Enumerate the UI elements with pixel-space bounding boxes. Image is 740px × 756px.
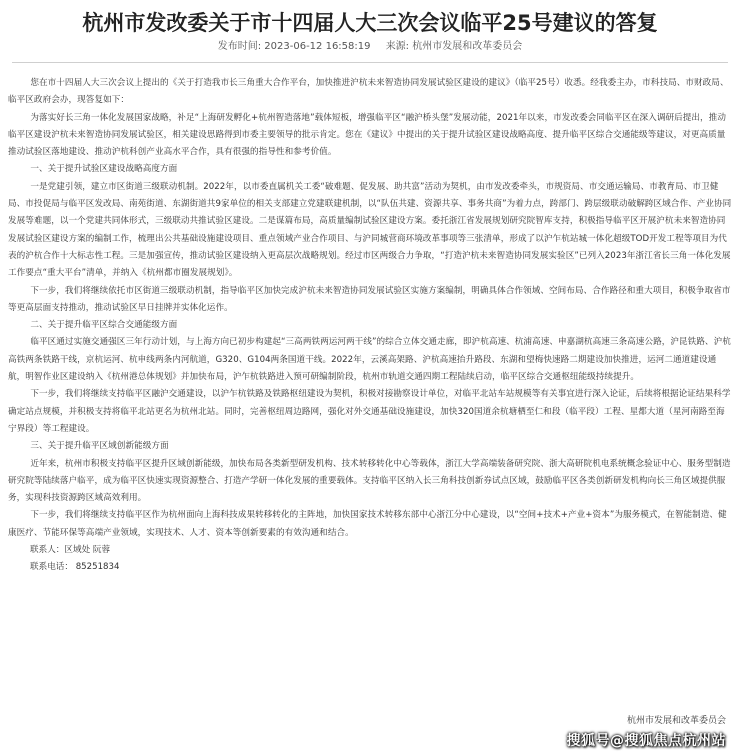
paragraph: 近年来，杭州市积极支持临平区提升区域创新能级，加快布局各类新型研发机构、技术转移转化中心等载体，浙江大学高端装备研究院、浙大高研院机电系统概念验证中心、服务型制造研究院等陆续落户临平，成为临平区快速实现资源整合、打造产学研一体化发展的重要载体。支持临平区纳入长三角科技创新券试点区域，鼓励临平区各类创新研发机构向长三角区域提供服务，实现科技资源跨区域高效利用。 — [8, 458, 731, 504]
article-body — [8, 75, 732, 577]
section-heading: 一、关于提升试验区建设战略高度方面 — [30, 164, 178, 175]
publish-time: 发布时间: 2023-06-12 16:58:19 — [217, 41, 371, 52]
paragraph: 您在市十四届人大三次会议上提出的《关于打造我市长三角重大合作平台，加快推进沪杭未来智造协同发展试验区建设的建议》（临平25号）收悉。经我委主办，市科技局、市财政局、临平区政府会办，现答复如下： — [8, 78, 729, 106]
article-meta — [8, 40, 732, 54]
divider — [12, 62, 728, 63]
paragraph: 为落实好长三角一体化发展国家战略，补足“上海研发孵化+杭州智造落地”载体短板，增强临平区“融沪桥头堡”发展动能，2021年以来，市发改委会同临平区在深入调研后提出，推动临平区建设沪杭未来智造协同发展试验区，相关建设思路得到市委主要领导的批示肯定。您在《建议》中提出的关于提升试验区建设战略高度、提升临平区综合交通能级等建议，对更高质量推动试验区落地建设、推动沪杭科创产业高水平合作，具有很强的指导性和参考价值。 — [8, 112, 726, 158]
contact-person: 联系人：区域处 阮蓉 — [30, 545, 111, 556]
paragraph: 下一步，我们将继续支持临平区作为杭州面向上海科技成果转移转化的主阵地，加快国家技术转移东部中心浙江分中心建设，以“空间+技术+产业+资本”为服务模式，在智能制造、健康医疗、节能环保等高端产业领域，实现技术、人才、资本等创新要素的有效沟通和结合。 — [8, 510, 727, 538]
paragraph: 临平区通过实施交通强区三年行动计划，与上海方向已初步构建起“三高两铁两运河两干线”的综合立体交通走廊，即沪杭高速、杭浦高速、申嘉湖杭高速三条高速公路，沪昆铁路、沪杭高铁两条铁路干线，京杭运河、杭申线两条内河航道，G320、G104两条国道干线。2022年，云溪高架路、沪杭高速抬升路段、东湖和望梅快速路二期建设加快推进，运河二通道建设通航，明智作业区建设纳入《杭州港总体规划》并加快布局，沪乍杭铁路进入预可研编制阶段，杭州市轨道交通四期工程陆续启动，临平区综合交通枢纽能级持续提升。 — [8, 337, 731, 383]
page-title: 杭州市发改委关于市十四届人大三次会议临平25号建议的答复 — [82, 11, 658, 35]
paragraph: 下一步，我们将继续依托市区街道三级联动机制，指导临平区加快完成沪杭未来智造协同发展试验区实施方案编制，明确具体合作领域、空间布局、合作路径和重大项目，积极争取省市等更高层面支持推动，推动试验区早日挂牌并实体化运作。 — [8, 285, 731, 313]
contact-phone: 联系电话： 85251834 — [30, 562, 120, 573]
source: 来源: 杭州市发展和改革委员会 — [385, 41, 523, 52]
paragraph: 一是党建引领，建立市区街道三级联动机制。2022年，以市委直属机关工委“破难题、促发展、助共富”活动为契机，由市发改委牵头，市规资局、市交通运输局、市教育局、市卫健局、市投促局与临平区发改局、南苑街道、东湖街道共9家单位的相关支部建立党建联建机制，以“队伍共建、资源共享、事务共商”为着力点，跨部门、跨层级联动破解跨区域合作、产业协同发展等难题，以一个党建共同体形式，三级联动共推试验区建设。二是谋篇布局，高质量编制试验区建设方案。委托浙江省发展规划研究院智库支持，积极指导临平区开展沪杭未来智造协同发展试验区建设方案的编制工作，梳理出公共基础设施建设项目、重点领域产业合作项目、与沪同城营商环境改革事项等三张清单，形成了以沪乍杭站城一体化超级TOD开发工程等项目为代表的沪杭合作十大标志性工程。三是加强宣传，推动试验区建设纳入更高层次战略规划。经过市区两级合力争取，“打造沪杭未来智造协同发展实验区”已列入2023年浙江省长三角一体化发展工作要点“重大平台”清单，并纳入《杭州都市圈发展规划》。 — [8, 181, 732, 279]
paragraph: 下一步，我们将继续支持临平区融沪交通建设，以沪乍杭铁路及铁路枢纽建设为契机，积极对接勘察设计单位，对临平北站车站规模等有关事宜进行深入论证，后续将根据论证结果科学确定站点规模，并积极支持将临平北站更名为杭州北站。同时，完善枢纽周边路网，强化对外交通基础设施建设，加快320国道余杭塘栖至仁和段（临平段）工程、星都大道（星河南路至海宁界段）等工程建设。 — [8, 389, 731, 434]
watermark: 搜狐号@搜狐焦点杭州站 — [566, 733, 726, 749]
signature: 杭州市发展和改革委员会 — [626, 716, 726, 726]
section-heading: 二、关于提升临平区综合交通能级方面 — [30, 320, 178, 331]
section-heading: 三、关于提升临平区域创新能级方面 — [30, 441, 169, 452]
